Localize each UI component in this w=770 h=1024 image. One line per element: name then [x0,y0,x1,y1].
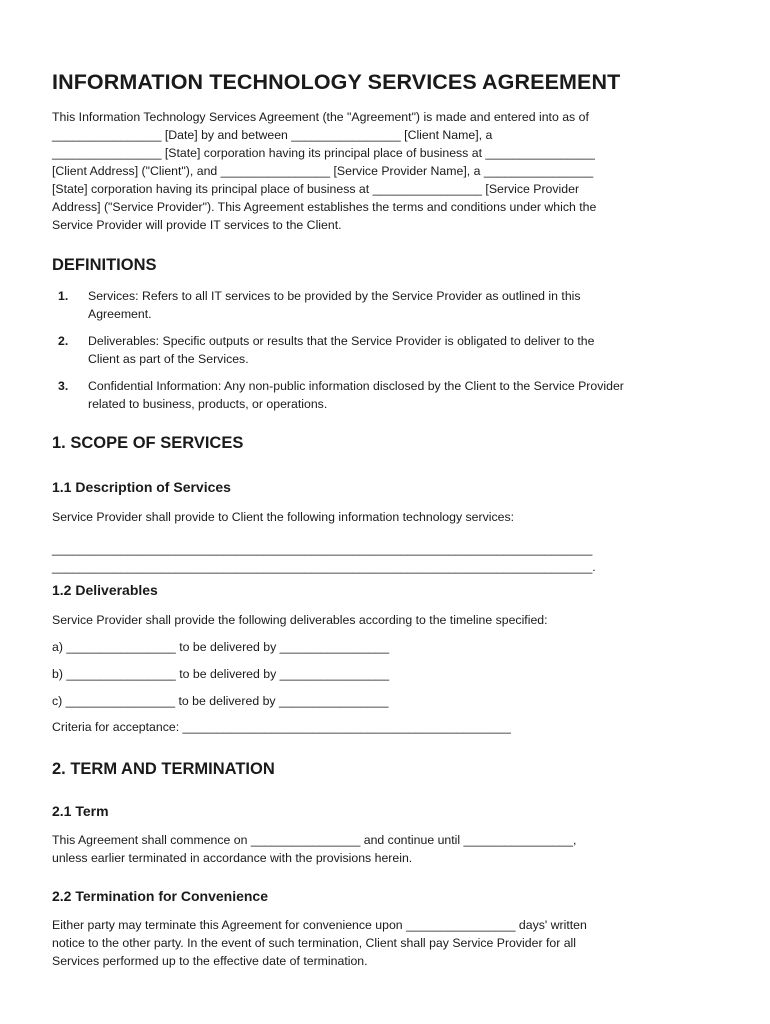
intro-line: Address] ("Service Provider"). This Agreement establishes the terms and conditions under which the [52,200,597,214]
intro-line: ________________ [Date] by and between ________________ [Client Name], a [52,128,493,142]
intro-line: [State] corporation having its principal place of business at ________________ [Service Provider [52,182,580,196]
term-line: unless earlier terminated in accordance with the provisions herein. [52,851,413,865]
description-of-services-heading: 1.1 Description of Services [52,479,231,495]
list-item-text: Confidential Information: Any non-public information disclosed by the Client to the Service Provider [88,379,624,393]
list-item [52,377,624,413]
convenience-line: Either party may terminate this Agreement for convenience upon ________________ days' written [52,918,587,932]
term-heading: 2.1 Term [52,803,109,819]
deliverables-text: Service Provider shall provide the following deliverables according to the timeline specified: [52,613,548,627]
list-item-text: Agreement. [88,307,152,321]
list-item-text: related to business, products, or operations. [88,397,328,411]
list-item-number: 1. [58,289,69,303]
intro-line: Service Provider will provide IT services to the Client. [52,218,342,232]
description-text: Service Provider shall provide to Client the following information technology services: [52,510,515,524]
term-line: This Agreement shall commence on ________________ and continue until ________________, [52,833,577,847]
deliverable-a[interactable]: a) ________________ to be delivered by ________________ [52,640,390,654]
term-and-termination-heading: 2. TERM AND TERMINATION [52,760,275,778]
termination-for-convenience-heading: 2.2 Termination for Convenience [52,888,269,904]
convenience-line: Services performed up to the effective date of termination. [52,954,368,968]
definitions-list [52,287,624,422]
list-item [52,332,624,368]
list-item-text: Services: Refers to all IT services to be provided by the Service Provider as outlined in this [88,289,581,303]
convenience-line: notice to the other party. In the event of such termination, Client shall pay Service Provider for all [52,936,577,950]
deliverable-c[interactable]: c) ________________ to be delivered by ________________ [52,694,389,708]
list-item [52,287,624,323]
blank-line[interactable]: _______________________________________________________________________________ [52,542,593,557]
scope-heading: 1. SCOPE OF SERVICES [52,434,244,452]
intro-line: [Client Address] ("Client"), and ________________ [Service Provider Name], a ________________ [52,164,594,178]
definitions-heading: DEFINITIONS [52,256,157,274]
document-title: INFORMATION TECHNOLOGY SERVICES AGREEMENT [52,70,621,94]
list-item-text: Client as part of the Services. [88,352,249,366]
intro-line: ________________ [State] corporation having its principal place of business at ________________ [52,146,595,160]
deliverables-heading: 1.2 Deliverables [52,582,158,598]
list-item-number: 3. [58,379,69,393]
intro-paragraph [52,108,596,234]
list-item-number: 2. [58,334,69,348]
intro-line: This Information Technology Services Agreement (the "Agreement") is made and entered into as of [52,110,589,124]
list-item-text: Deliverables: Specific outputs or results that the Service Provider is obligated to deliver to the [88,334,595,348]
acceptance-criteria[interactable]: Criteria for acceptance: ________________________________________________ [52,720,511,734]
blank-line[interactable]: _______________________________________________________________________________. [52,560,596,575]
deliverable-b[interactable]: b) ________________ to be delivered by ________________ [52,667,390,681]
